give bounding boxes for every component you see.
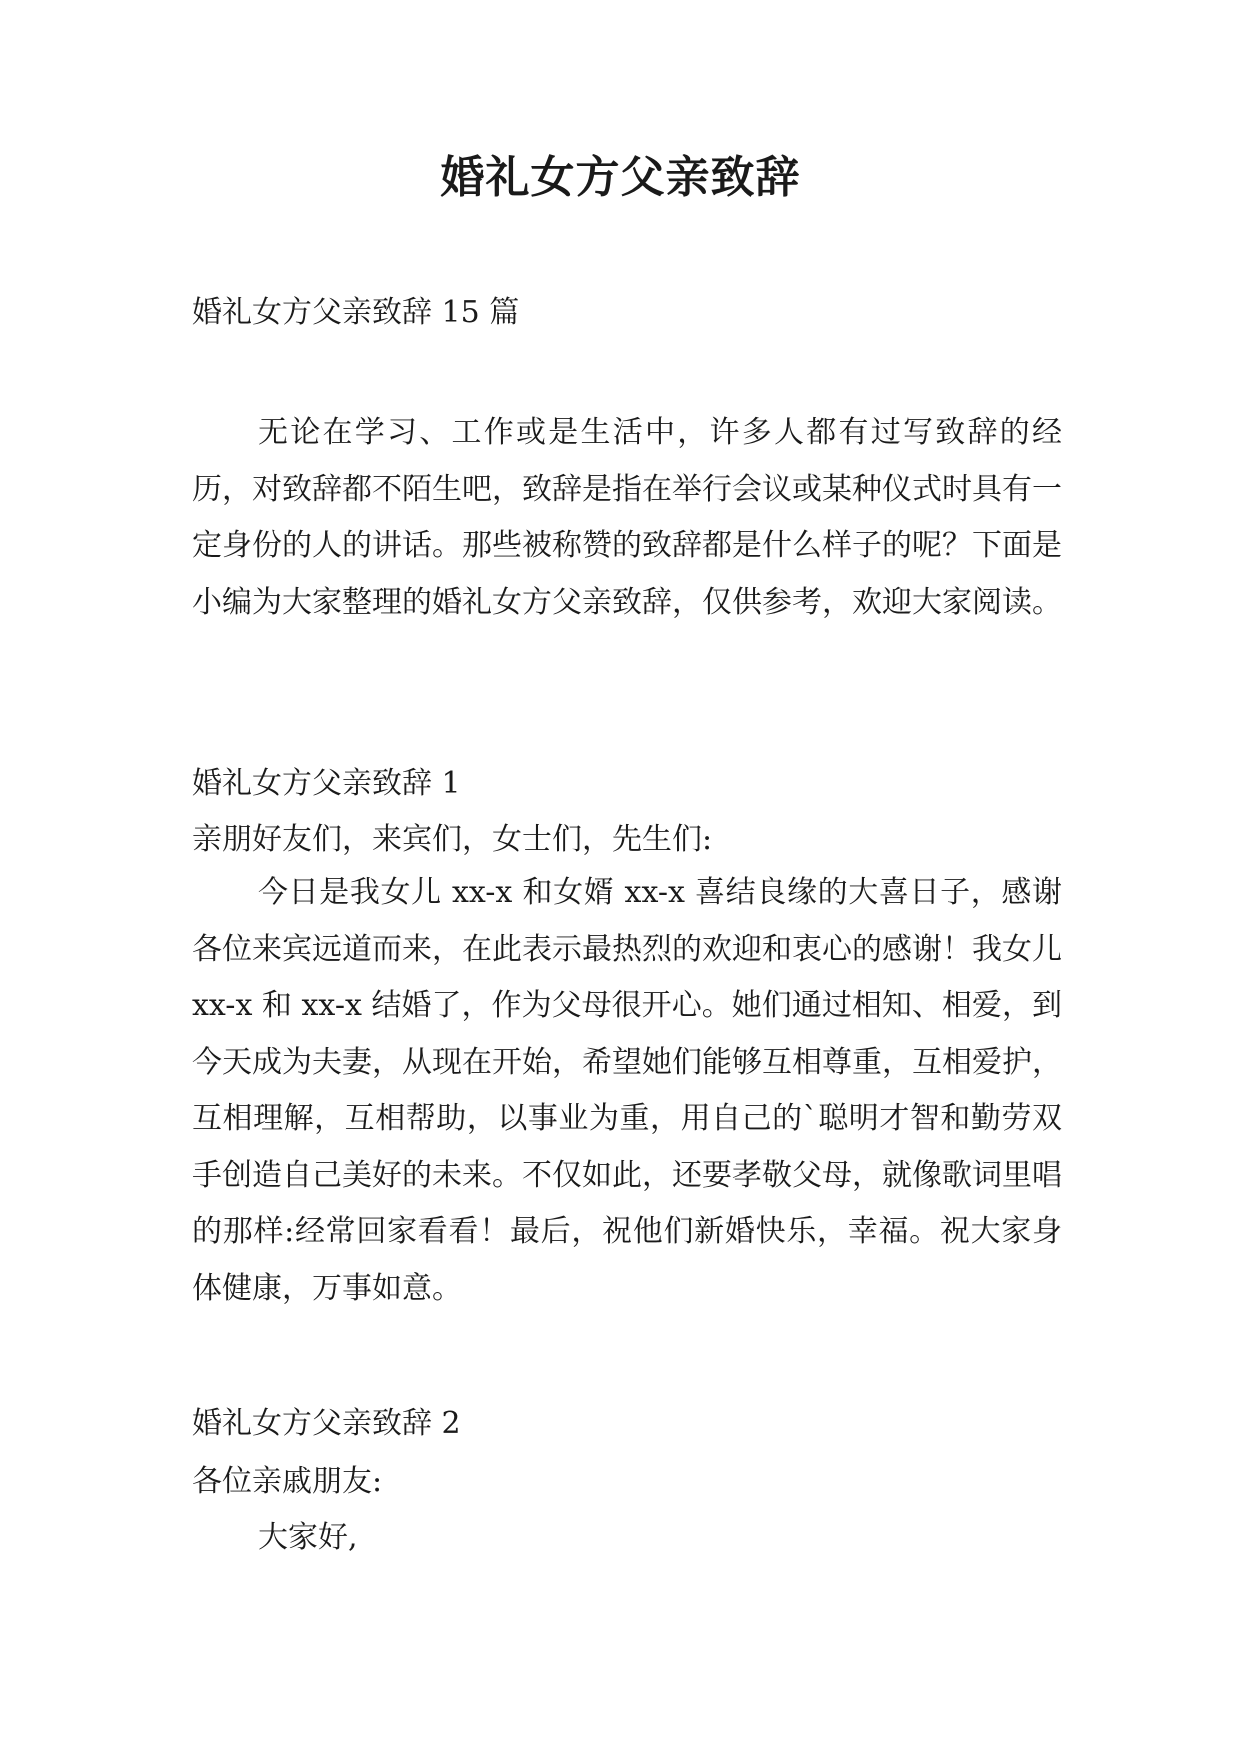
section-heading-1: 婚礼女方父亲致辞 1 bbox=[192, 766, 461, 801]
section-heading-2: 婚礼女方父亲致辞 2 bbox=[192, 1406, 461, 1441]
document-title: 婚礼女方父亲致辞 bbox=[440, 152, 801, 203]
section-greeting-2: 大家好, bbox=[258, 1520, 358, 1555]
section-salutation-2: 各位亲戚朋友: bbox=[192, 1464, 383, 1499]
intro-paragraph: 无论在学习、工作或是生活中，许多人都有过写致辞的经历，对致辞都不陌生吧，致辞是指在举行会议或某种仪式时具有一定身份的人的讲话。那些被称赞的致辞都是什么样子的呢？下面是小编为大家整理的婚礼女方父亲致辞，仅供参考，欢迎大家阅读。 bbox=[192, 415, 1062, 620]
section-salutation-1: 亲朋好友们，来宾们，女士们，先生们: bbox=[192, 822, 713, 857]
document-subtitle: 婚礼女方父亲致辞 15 篇 bbox=[192, 295, 520, 330]
section-body-1: 今日是我女儿 xx-x 和女婿 xx-x 喜结良缘的大喜日子，感谢各位来宾远道而来，在此表示最热烈的欢迎和衷心的感谢！我女儿 xx-x 和 xx-x 结婚了，作为父母很开心。她们通过相知、相爱，到今天成为夫妻，从现在开始，希望她们能够互相尊重，互相爱护，互相理解，互相帮助，以事业为重，用自己的`聪明才智和勤劳双手创造自己美好的未来。不仅如此，还要孝敬父母，就像歌词里唱的那样:经常回家看看！最后，祝他们新婚快乐，幸福。祝大家身体健康，万事如意。 bbox=[192, 875, 1062, 1306]
